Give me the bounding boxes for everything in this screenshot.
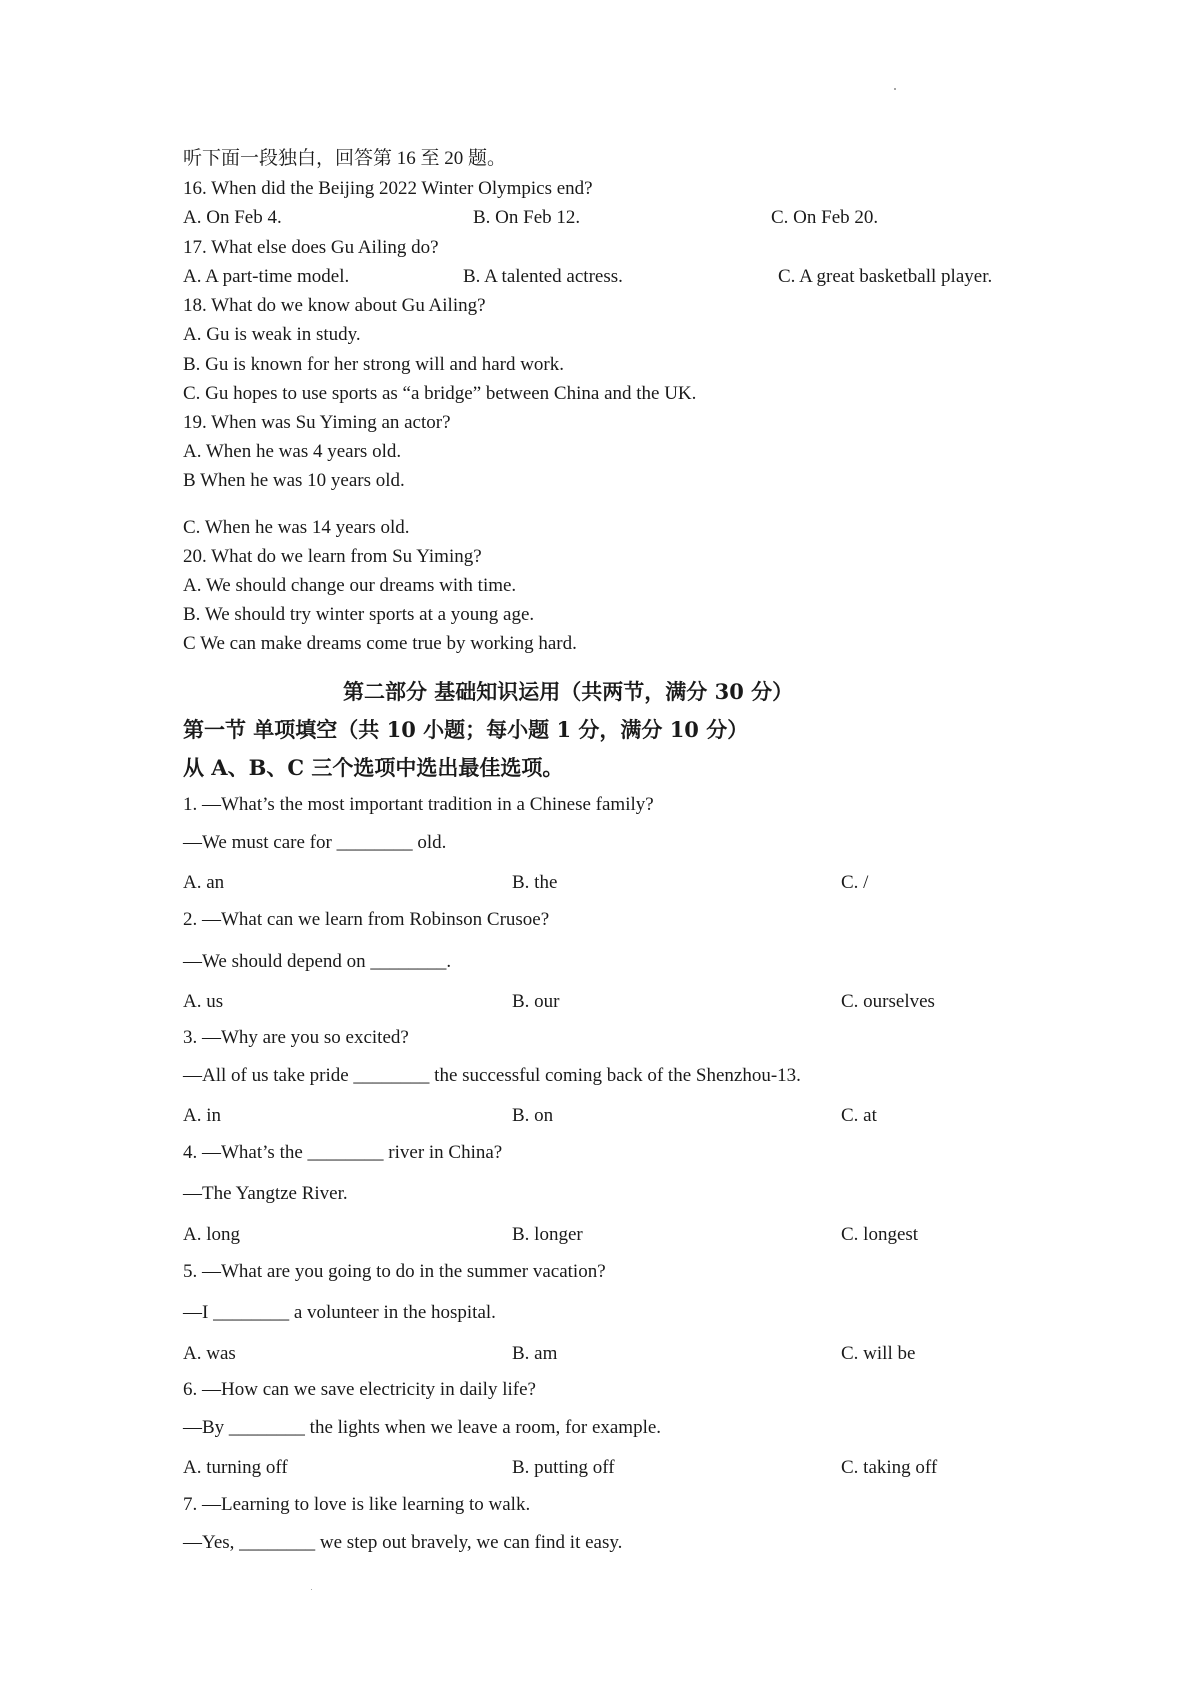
mc-question-7: 7. —Learning to love is like learning to walk. [183, 1494, 531, 1515]
mc-6-option-b: B. putting off [512, 1457, 615, 1478]
question-17-option-c: C. A great basketball player. [778, 266, 993, 287]
mc-3-option-b: B. on [512, 1105, 554, 1126]
mc-6-option-a: A. turning off [183, 1457, 288, 1478]
mc-response-1: —We must care for ________ old. [183, 832, 447, 853]
question-17-option-a: A. A part-time model. [183, 266, 350, 287]
question-16-option-b: B. On Feb 12. [473, 207, 581, 228]
question-20-stem: 20. What do we learn from Su Yiming? [183, 546, 482, 567]
mc-question-4: 4. —What’s the ________ river in China? [183, 1142, 503, 1163]
question-19-option-b: B When he was 10 years old. [183, 470, 405, 491]
mc-question-3: 3. —Why are you so excited? [183, 1027, 409, 1048]
question-19-option-a: A. When he was 4 years old. [183, 441, 402, 462]
question-16-stem: 16. When did the Beijing 2022 Winter Olympics end? [183, 178, 593, 199]
mc-response-6: —By ________ the lights when we leave a room, for example. [183, 1417, 662, 1438]
mc-2-option-c: C. ourselves [841, 991, 935, 1012]
question-18-option-c: C. Gu hopes to use sports as “a bridge” between China and the UK. [183, 383, 697, 404]
mc-2-option-a: A. us [183, 991, 224, 1012]
mc-question-6: 6. —How can we save electricity in daily life? [183, 1379, 536, 1400]
mc-4-option-b: B. longer [512, 1224, 583, 1245]
mc-4-option-a: A. long [183, 1224, 240, 1245]
scan-speck [894, 88, 896, 90]
section-instruction: 从 A、B、C 三个选项中选出最佳选项。 [183, 755, 564, 780]
question-19-stem: 19. When was Su Yiming an actor? [183, 412, 451, 433]
question-16-option-a: A. On Feb 4. [183, 207, 282, 228]
question-19-option-c: C. When he was 14 years old. [183, 517, 410, 538]
question-20-option-c: C We can make dreams come true by working hard. [183, 633, 577, 654]
scan-speck [311, 1589, 312, 1590]
question-16-option-c: C. On Feb 20. [771, 207, 879, 228]
mc-response-3: —All of us take pride ________ the successful coming back of the Shenzhou-13. [183, 1065, 801, 1086]
mc-response-2: —We should depend on ________. [183, 951, 452, 972]
mc-question-1: 1. —What’s the most important tradition in a Chinese family? [183, 794, 654, 815]
mc-response-7: —Yes, ________ we step out bravely, we can find it easy. [183, 1532, 623, 1553]
listening-intro: 听下面一段独白，回答第 16 至 20 题。 [183, 148, 507, 169]
mc-3-option-c: C. at [841, 1105, 877, 1126]
question-18-option-a: A. Gu is weak in study. [183, 324, 361, 345]
mc-response-4: —The Yangtze River. [183, 1183, 348, 1204]
mc-question-5: 5. —What are you going to do in the summer vacation? [183, 1261, 606, 1282]
question-17-option-b: B. A talented actress. [463, 266, 623, 287]
mc-1-option-a: A. an [183, 872, 225, 893]
mc-6-option-c: C. taking off [841, 1457, 938, 1478]
question-18-stem: 18. What do we know about Gu Ailing? [183, 295, 486, 316]
mc-question-2: 2. —What can we learn from Robinson Crusoe? [183, 909, 550, 930]
mc-3-option-a: A. in [183, 1105, 221, 1126]
mc-1-option-c: C. / [841, 872, 869, 893]
question-20-option-a: A. We should change our dreams with time. [183, 575, 517, 596]
part-two-title: 第二部分 基础知识运用（共两节，满分 30 分） [343, 679, 794, 704]
mc-5-option-b: B. am [512, 1343, 558, 1364]
mc-5-option-a: A. was [183, 1343, 236, 1364]
mc-1-option-b: B. the [512, 872, 558, 893]
question-17-stem: 17. What else does Gu Ailing do? [183, 237, 439, 258]
question-20-option-b: B. We should try winter sports at a young age. [183, 604, 535, 625]
mc-4-option-c: C. longest [841, 1224, 919, 1245]
mc-response-5: —I ________ a volunteer in the hospital. [183, 1302, 496, 1323]
question-18-option-b: B. Gu is known for her strong will and hard work. [183, 354, 565, 375]
section-one-title: 第一节 单项填空（共 10 小题；每小题 1 分，满分 10 分） [183, 717, 749, 742]
mc-5-option-c: C. will be [841, 1343, 916, 1364]
mc-2-option-b: B. our [512, 991, 560, 1012]
